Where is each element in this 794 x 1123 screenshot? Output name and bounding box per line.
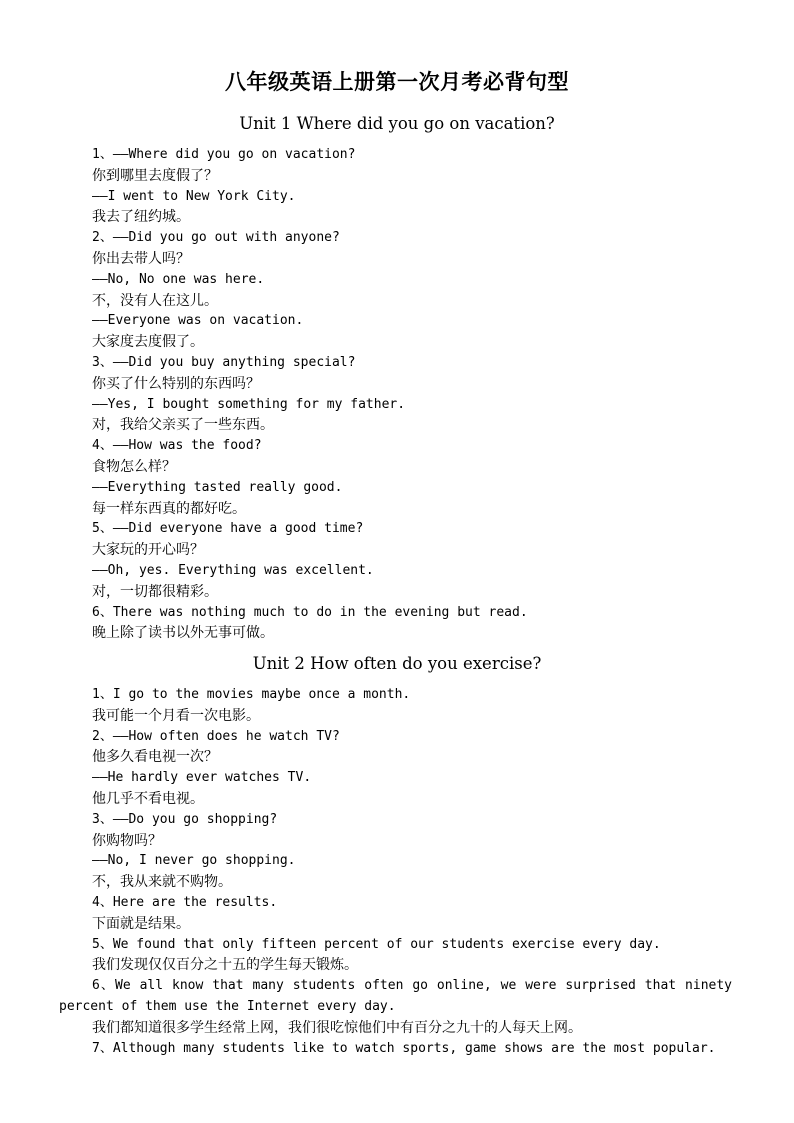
english-sentence: 5、We found that only fifteen percent of our students exercise every day.	[92, 936, 661, 952]
chinese-translation: 晚上除了读书以外无事可做。	[92, 625, 274, 642]
chinese-translation: 大家度去度假了。	[92, 334, 204, 351]
chinese-translation: 你到哪里去度假了？	[92, 167, 218, 184]
english-sentence: 6、There was nothing much to do in the evening but read.	[92, 604, 528, 620]
chinese-translation: 不，我从来就不购物。	[92, 874, 232, 891]
english-sentence: 2、——Did you go out with anyone?	[92, 230, 340, 246]
chinese-translation: 我可能一个月看一次电影。	[92, 707, 260, 724]
english-sentence: ——He hardly ever watches TV.	[92, 770, 312, 786]
english-sentence: ——Everything tasted really good.	[92, 479, 343, 495]
chinese-translation: 他几乎不看电视。	[92, 790, 204, 807]
english-sentence: 5、——Did everyone have a good time?	[92, 521, 364, 537]
english-sentence: ——No, I never go shopping.	[92, 853, 296, 869]
english-sentence: 1、I go to the movies maybe once a month.	[92, 687, 411, 702]
chinese-translation: 你买了什么特别的东西吗？	[92, 375, 260, 392]
chinese-translation: 你购物吗？	[92, 832, 162, 849]
unit2-sentence-list	[0, 685, 794, 1059]
chinese-translation: 对，一切都很精彩。	[92, 583, 218, 600]
chinese-translation: 下面就是结果。	[92, 915, 190, 932]
english-sentence: 4、Here are the results.	[92, 894, 278, 910]
chinese-translation: 他多久看电视一次？	[92, 749, 218, 766]
unit1-sentence-list	[0, 145, 794, 644]
chinese-translation: 你出去带人吗？	[92, 250, 190, 267]
english-sentence: 2、——How often does he watch TV?	[92, 728, 340, 744]
english-sentence: ——I went to New York City.	[92, 188, 296, 204]
unit2-heading: Unit 2 How often do you exercise?	[252, 654, 542, 673]
english-sentence: 6、We all know that many students often go online, we were surprised that ninety	[92, 978, 732, 994]
english-sentence: 3、——Did you buy anything special?	[92, 354, 356, 370]
document-title: 八年级英语上册第一次月考必背句型	[225, 69, 569, 94]
english-sentence: ——Oh, yes. Everything was excellent.	[92, 562, 374, 578]
chinese-translation: 对，我给父亲买了一些东西。	[92, 417, 274, 434]
chinese-translation: 我们都知道很多学生经常上网，我们很吃惊他们中有百分之九十的人每天上网。	[92, 1019, 582, 1036]
english-sentence: ——No, No one was here.	[92, 271, 265, 287]
english-sentence: 7、Although many students like to watch sports, game shows are the most popular.	[92, 1040, 716, 1056]
chinese-translation: 不，没有人在这儿。	[92, 292, 218, 309]
english-sentence: 3、——Do you go shopping?	[92, 811, 278, 827]
chinese-translation: 食物怎么样？	[92, 458, 176, 475]
english-sentence: ——Yes, I bought something for my father.	[92, 396, 406, 412]
unit1-heading: Unit 1 Where did you go on vacation?	[239, 114, 555, 133]
chinese-translation: 我去了纽约城。	[92, 209, 190, 226]
english-sentence: percent of them use the Internet every day.	[59, 998, 396, 1014]
english-sentence: 1、——Where did you go on vacation?	[92, 147, 356, 162]
english-sentence: 4、——How was the food?	[92, 438, 262, 454]
chinese-translation: 大家玩的开心吗？	[92, 542, 204, 559]
chinese-translation: 我们发现仅仅百分之十五的学生每天锻炼。	[92, 957, 358, 974]
chinese-translation: 每一样东西真的都好吃。	[92, 500, 246, 517]
english-sentence: ——Everyone was on vacation.	[92, 313, 304, 329]
